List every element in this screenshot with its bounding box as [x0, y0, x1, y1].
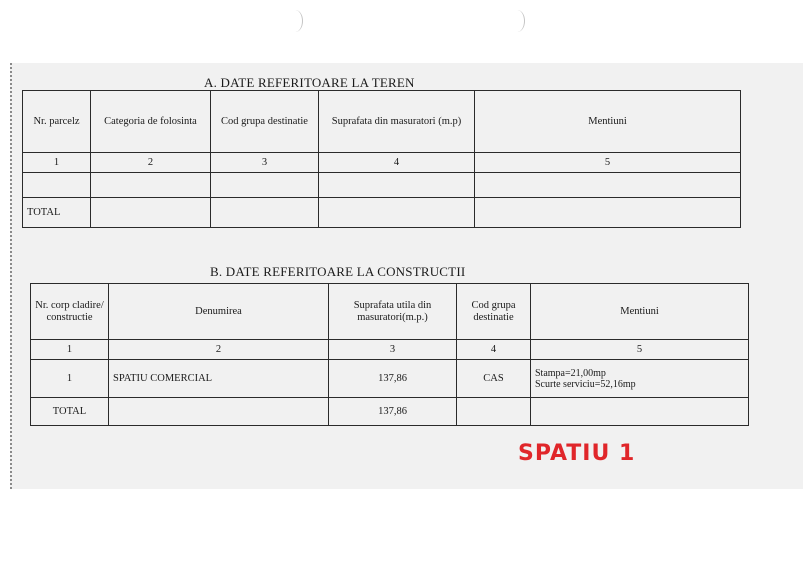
- mentiuni-line: Stampa=21,00mp: [535, 367, 606, 379]
- table-index-row: [23, 153, 741, 173]
- index-cell: 4: [319, 153, 475, 173]
- empty-cell: [91, 173, 211, 198]
- header-mentiuni: Mentiuni: [475, 91, 741, 153]
- table-index-row: [31, 340, 749, 360]
- table-teren: [22, 90, 741, 228]
- header-nr-corp: Nr. corp cladire/ constructie: [31, 284, 109, 340]
- table-header-row: [31, 284, 749, 340]
- table-total-row: [23, 198, 741, 228]
- table-total-row: [31, 398, 749, 426]
- empty-cell: [319, 198, 475, 228]
- header-suprafata-utila: Suprafata utila din masuratori(m.p.): [329, 284, 457, 340]
- header-cod-grupa: Cod grupa destinatie: [457, 284, 531, 340]
- empty-cell: [475, 173, 741, 198]
- cell-cod: CAS: [457, 360, 531, 398]
- table-row: [23, 173, 741, 198]
- spatiu-label: SPATIU 1: [518, 441, 636, 466]
- empty-cell: [457, 398, 531, 426]
- index-cell: 2: [91, 153, 211, 173]
- section-b-title: B. DATE REFERITOARE LA CONSTRUCTII: [210, 264, 466, 279]
- index-cell: 3: [211, 153, 319, 173]
- header-mentiuni: Mentiuni: [531, 284, 749, 340]
- punch-hole-left: [288, 10, 303, 32]
- cell-mentiuni: [531, 360, 749, 398]
- table-header-row: [23, 91, 741, 153]
- header-categoria: Categoria de folosinta: [91, 91, 211, 153]
- section-a-title: A. DATE REFERITOARE LA TEREN: [204, 75, 415, 90]
- cell-suprafata: 137,86: [329, 360, 457, 398]
- header-nr-parcela: Nr. parcelz: [23, 91, 91, 153]
- index-cell: 1: [23, 153, 91, 173]
- total-value: 137,86: [329, 398, 457, 426]
- index-cell: 5: [531, 340, 749, 360]
- table-constructii: [30, 283, 749, 426]
- cell-nr: 1: [31, 360, 109, 398]
- index-cell: 1: [31, 340, 109, 360]
- index-cell: 4: [457, 340, 531, 360]
- total-label: TOTAL: [23, 198, 91, 228]
- mentiuni-line: Scurte serviciu=52,16mp: [535, 378, 636, 390]
- index-cell: 2: [109, 340, 329, 360]
- punch-hole-right: [510, 10, 525, 32]
- empty-cell: [109, 398, 329, 426]
- empty-cell: [475, 198, 741, 228]
- header-denumirea: Denumirea: [109, 284, 329, 340]
- empty-cell: [211, 198, 319, 228]
- empty-cell: [91, 198, 211, 228]
- header-suprafata: Suprafata din masuratori (m.p): [319, 91, 475, 153]
- empty-cell: [23, 173, 91, 198]
- cell-denumirea: SPATIU COMERCIAL: [109, 360, 329, 398]
- index-cell: 3: [329, 340, 457, 360]
- empty-cell: [531, 398, 749, 426]
- empty-cell: [319, 173, 475, 198]
- index-cell: 5: [475, 153, 741, 173]
- table-row: [31, 360, 749, 398]
- total-label: TOTAL: [31, 398, 109, 426]
- empty-cell: [211, 173, 319, 198]
- header-cod-grupa: Cod grupa destinatie: [211, 91, 319, 153]
